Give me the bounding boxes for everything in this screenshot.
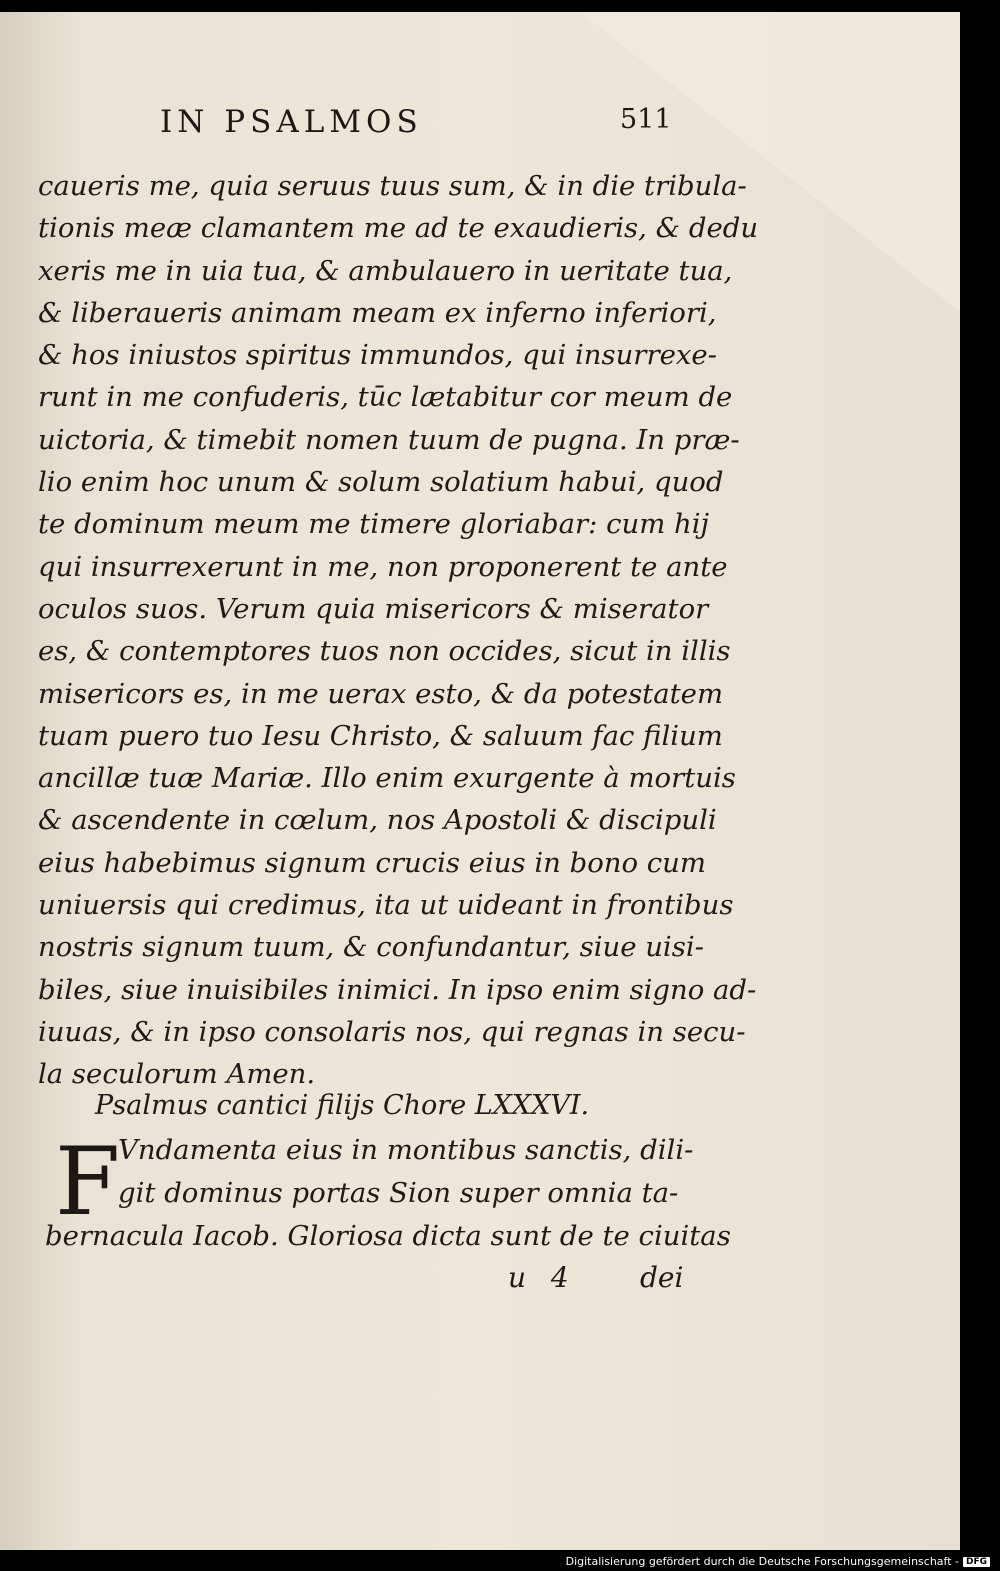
text-line: ancillæ tuæ Mariæ. Illo enim exurgente à mortuis [38, 762, 736, 795]
text-line: tionis meæ clamantem me ad te exaudieris, & dedu [38, 212, 759, 245]
psalm-text-line: Vndamenta eius in montibus sanctis, dili- [118, 1134, 694, 1166]
text-line: oculos suos. Verum quia misericors & miserator [38, 592, 709, 625]
text-line: eius habebimus signum crucis eius in bono cum [38, 846, 706, 879]
digitization-credit [566, 1555, 990, 1568]
text-line: & hos iniustos spiritus immundos, qui insurrexe- [38, 339, 717, 372]
psalm-heading: Psalmus cantici filijs Chore LXXXVI. [95, 1090, 590, 1121]
text-line: uniuersis qui credimus, ita ut uideant in frontibus [38, 889, 734, 922]
text-line: te dominum meum me timere gloriabar: cum hij [38, 508, 710, 541]
body-text [38, 165, 759, 1096]
text-line: tuam puero tuo Iesu Christo, & saluum fac filium [38, 719, 723, 752]
text-line: biles, siue inuisibiles inimici. In ipso enim signo ad- [38, 973, 757, 1006]
text-line: caueris me, quia seruus tuus sum, & in die tribula- [38, 170, 747, 202]
book-page [0, 12, 960, 1550]
text-line: es, & contemptores tuos non occides, sicut in illis [38, 635, 731, 668]
credit-text: Digitalisierung gefördert durch die Deutsche Forschungsgemeinschaft - [565, 1555, 959, 1568]
text-line: la seculorum Amen. [38, 1058, 316, 1091]
text-line: runt in me confuderis, tūc lætabitur cor meum de [38, 381, 733, 414]
drop-capital: F [55, 1128, 121, 1237]
text-line: & ascendente in cœlum, nos Apostoli & discipuli [38, 804, 717, 837]
dfg-logo: DFG [963, 1557, 990, 1567]
text-line: qui insurrexerunt in me, non proponerent te ante [38, 550, 728, 583]
signature-mark: u 4 [508, 1261, 569, 1294]
text-line: iuuas, & in ipso consolaris nos, qui regnas in secu- [38, 1015, 746, 1048]
text-line: & liberaueris animam meam ex inferno inferiori, [38, 296, 717, 329]
text-line: lio enim hoc unum & solum solatium habui, quod [38, 466, 724, 499]
running-head: IN PSALMOS [160, 104, 423, 140]
text-line: uictoria, & timebit nomen tuum de pugna. In præ- [38, 423, 740, 456]
page-number: 511 [620, 104, 672, 135]
text-line: misericors es, in me uerax esto, & da potestatem [38, 677, 724, 710]
psalm-text-line: git dominus portas Sion super omnia ta- [118, 1177, 679, 1209]
psalm-text-line: bernacula Iacob. Gloriosa dicta sunt de te ciuitas [45, 1220, 731, 1252]
catchword: dei [640, 1261, 684, 1294]
text-line: xeris me in uia tua, & ambulauero in ueritate tua, [38, 254, 733, 287]
text-line: nostris signum tuum, & confundantur, siue uisi- [38, 931, 704, 964]
